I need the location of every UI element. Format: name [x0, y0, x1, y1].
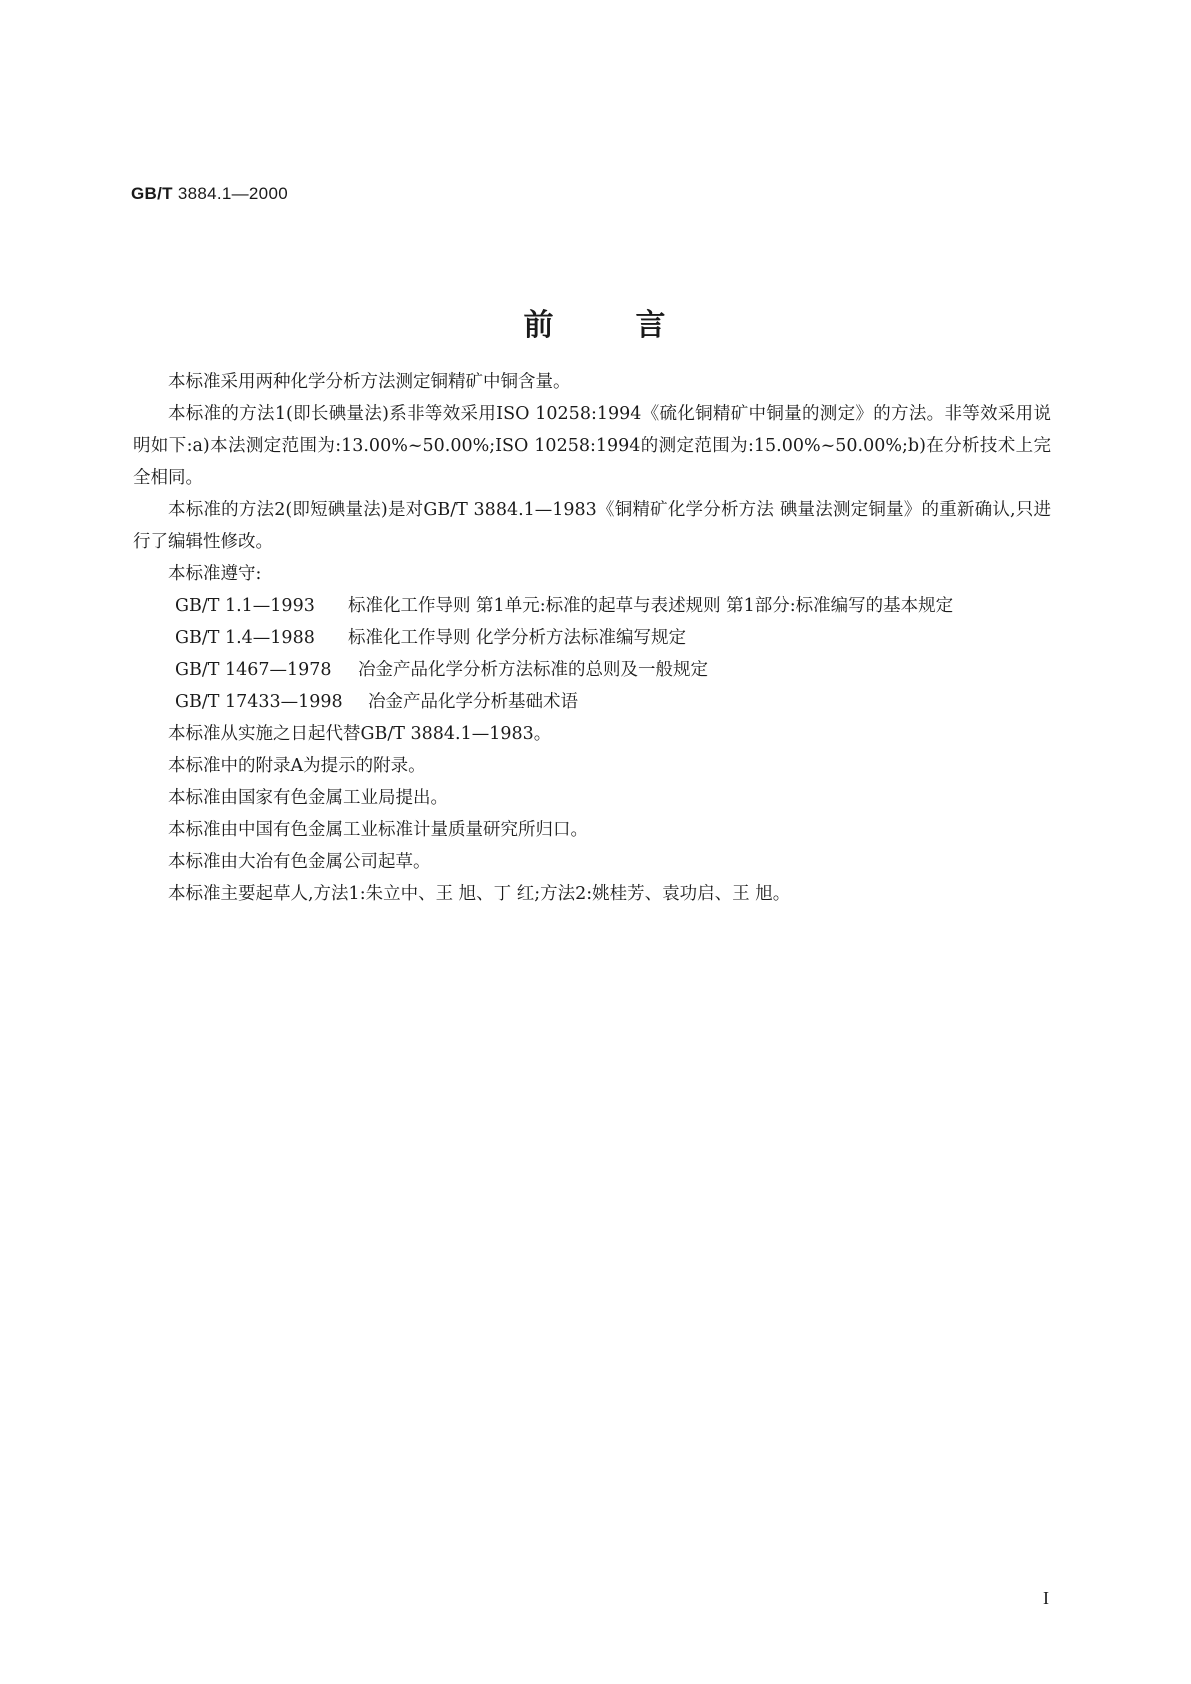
reference-title: 冶金产品化学分析基础术语 — [368, 692, 578, 712]
paragraph-proposer: 本标准由国家有色金属工业局提出。 — [168, 788, 448, 808]
reference-title: 冶金产品化学分析方法标准的总则及一般规定 — [358, 660, 708, 680]
reference-item — [133, 654, 1051, 686]
standard-code: 3884.1—2000 — [172, 184, 288, 203]
paragraph-drafters: 本标准主要起草人,方法1:朱立中、王 旭、丁 红;方法2:姚桂芳、袁功启、王 旭。 — [168, 884, 791, 904]
paragraph-centralized: 本标准由中国有色金属工业标准计量质量研究所归口。 — [168, 820, 588, 840]
reference-code: GB/T 17433—1998 — [175, 692, 343, 712]
paragraph-drafter-org: 本标准由大冶有色金属公司起草。 — [168, 852, 431, 872]
reference-code: GB/T 1467—1978 — [175, 660, 332, 680]
reference-list — [133, 590, 1051, 718]
foreword-body — [133, 366, 1051, 910]
standard-number-header — [131, 184, 288, 204]
title-char-2: 言 — [635, 308, 668, 343]
title-char-1: 前 — [523, 308, 556, 343]
paragraph-method-1: 本标准的方法1(即长碘量法)系非等效采用ISO 10258:1994《硫化铜精矿中铜量的测定》的方法。非等效采用说明如下:a)本法测定范围为:13.00%~50.00%;ISO 10258:1994的测定范围为:15.00%~50.00%;b)在分析技术上完全相同。 — [133, 404, 1051, 488]
standard-prefix: GB/T — [131, 184, 173, 203]
reference-title: 标准化工作导则 化学分析方法标准编写规定 — [348, 628, 687, 648]
page-number: I — [1043, 1588, 1049, 1608]
paragraph-method-2: 本标准的方法2(即短碘量法)是对GB/T 3884.1—1983《铜精矿化学分析方法 碘量法测定铜量》的重新确认,只进行了编辑性修改。 — [133, 500, 1051, 552]
reference-item — [133, 622, 1051, 654]
reference-code: GB/T 1.4—1988 — [175, 628, 315, 648]
paragraph-compliance: 本标准遵守: — [168, 564, 262, 584]
page-title — [0, 300, 1191, 344]
paragraph-appendix: 本标准中的附录A为提示的附录。 — [168, 756, 426, 776]
reference-code: GB/T 1.1—1993 — [175, 596, 315, 616]
paragraph-scope: 本标准采用两种化学分析方法测定铜精矿中铜含量。 — [168, 372, 571, 392]
reference-item — [133, 590, 1051, 622]
paragraph-replacement: 本标准从实施之日起代替GB/T 3884.1—1983。 — [168, 724, 552, 744]
reference-item — [133, 686, 1051, 718]
reference-title: 标准化工作导则 第1单元:标准的起草与表述规则 第1部分:标准编写的基本规定 — [348, 596, 954, 616]
